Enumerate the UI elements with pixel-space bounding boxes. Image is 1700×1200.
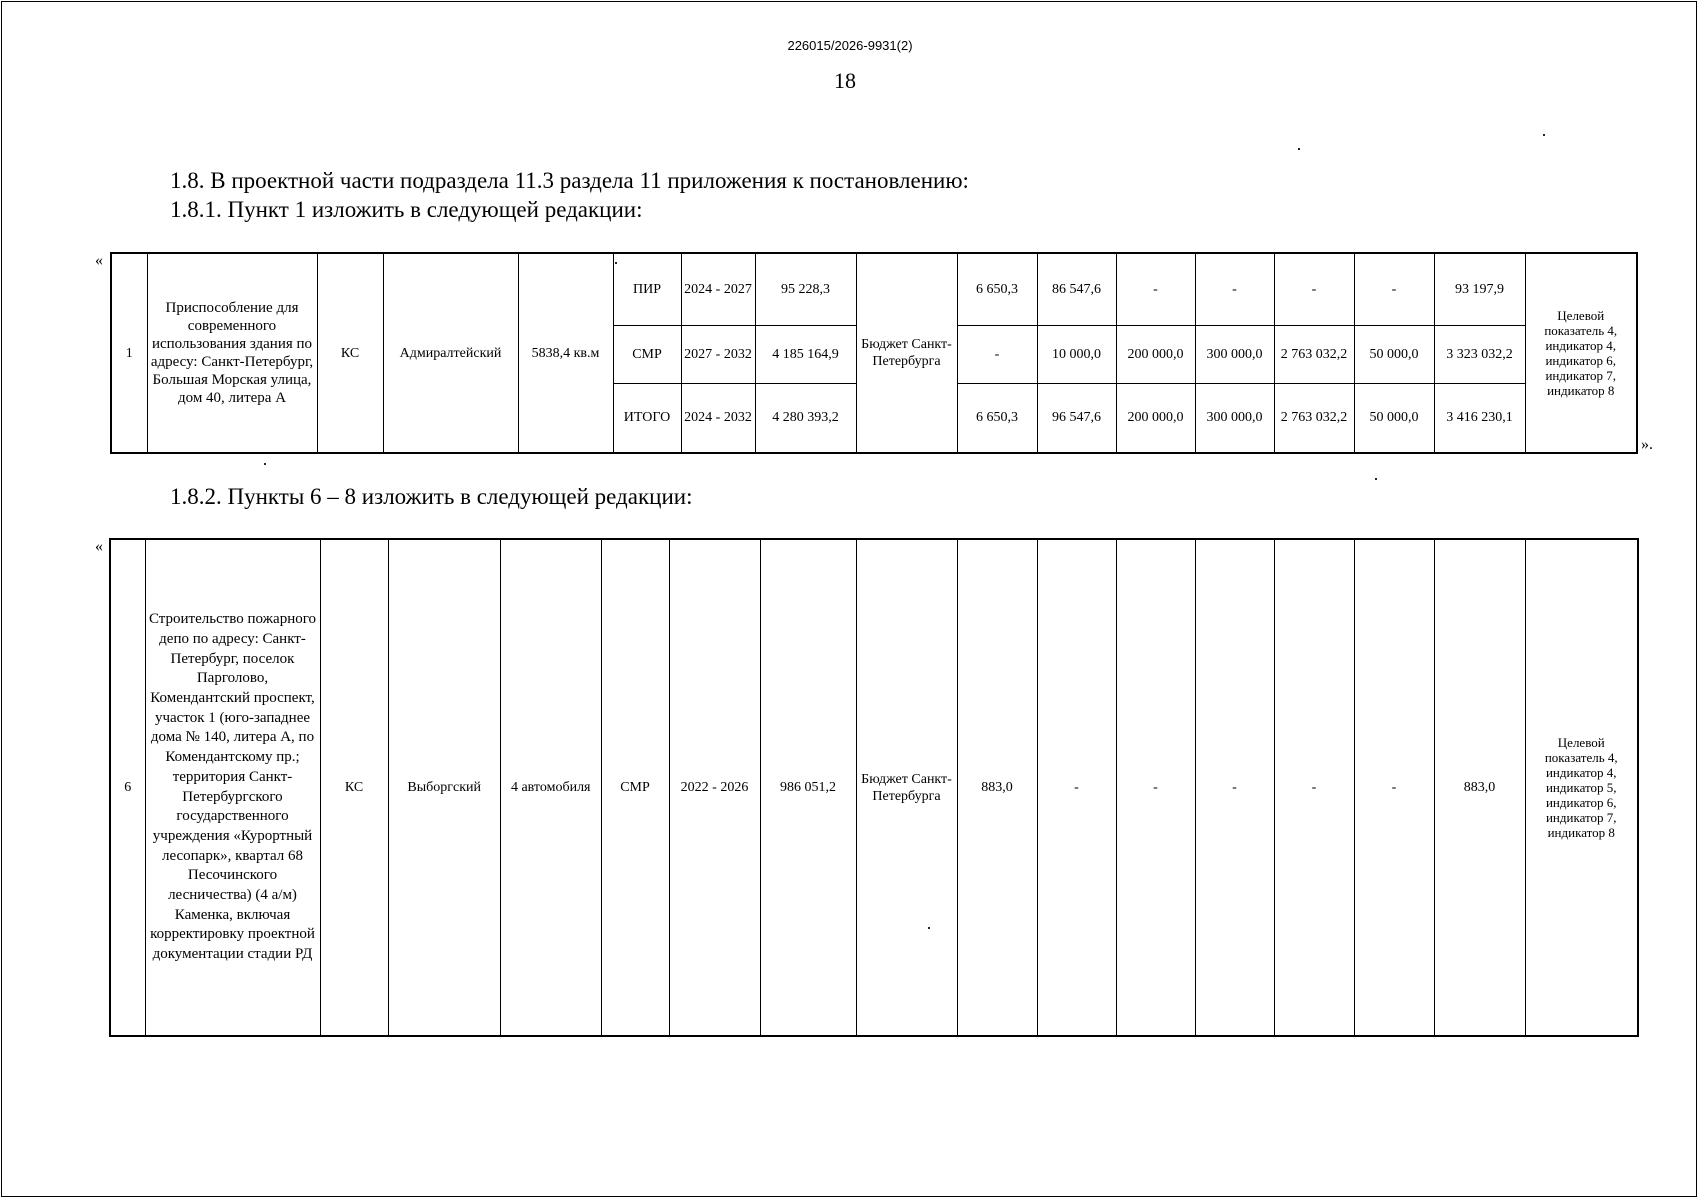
- subsection-heading-1: 1.8.1. Пункт 1 изложить в следующей редакции:: [170, 197, 643, 222]
- value-cell: 200 000,0: [1116, 325, 1195, 383]
- scan-speck: [264, 463, 266, 465]
- value-cell: 6 650,3: [957, 383, 1037, 453]
- value-cell: 50 000,0: [1354, 325, 1434, 383]
- value-cell: -: [1354, 539, 1434, 1036]
- total-cost: 95 228,3: [755, 253, 856, 325]
- period: 2022 - 2026: [669, 539, 760, 1036]
- funding-source: Бюджет Санкт-Петербурга: [856, 253, 957, 453]
- scan-speck: [1543, 134, 1545, 136]
- value-cell-total: 93 197,9: [1434, 253, 1525, 325]
- target-indicators: Целевой показатель 4, индикатор 4, индикатор 5, индикатор 6, индикатор 7, индикатор 8: [1525, 539, 1638, 1036]
- stage: ИТОГО: [613, 383, 681, 453]
- district: Адмиралтейский: [383, 253, 518, 453]
- district: Выборгский: [407, 780, 482, 795]
- district-capacity-cell: [388, 539, 601, 1036]
- stage: СМР: [601, 539, 669, 1036]
- value-cell: -: [1116, 253, 1195, 325]
- scan-speck: [615, 262, 617, 264]
- value-cell: 96 547,6: [1037, 383, 1116, 453]
- table-item-1: [110, 252, 1638, 454]
- value-cell: -: [1195, 253, 1274, 325]
- table-item-6: [109, 538, 1639, 1037]
- value-cell: -: [1037, 539, 1116, 1036]
- funding-source: Бюджет Санкт-Петербурга: [856, 539, 957, 1036]
- capacity: 4 автомобиля: [510, 780, 591, 795]
- page-number: 18: [834, 68, 856, 93]
- value-cell: 883,0: [957, 539, 1037, 1036]
- district-capacity-split: [389, 540, 601, 1035]
- open-quote-1: «: [95, 252, 103, 269]
- table-row: [111, 253, 1637, 325]
- value-cell-total: 3 323 032,2: [1434, 325, 1525, 383]
- stage: СМР: [613, 325, 681, 383]
- value-cell: -: [1274, 253, 1354, 325]
- value-cell: 50 000,0: [1354, 383, 1434, 453]
- total-cost: 4 185 164,9: [755, 325, 856, 383]
- scan-speck: [1298, 148, 1300, 150]
- value-cell: 300 000,0: [1195, 325, 1274, 383]
- period: 2024 - 2032: [681, 383, 755, 453]
- value-cell: 10 000,0: [1037, 325, 1116, 383]
- value-cell: -: [1116, 539, 1195, 1036]
- section-heading: 1.8. В проектной части подраздела 11.3 раздела 11 приложения к постановлению:: [170, 168, 969, 193]
- value-cell: -: [1354, 253, 1434, 325]
- object-name: Приспособление для современного использования здания по адресу: Санкт-Петербург, Большая Морская улица, дом 40, литера А: [147, 253, 317, 453]
- capacity: 5838,4 кв.м: [518, 253, 613, 453]
- subsection-heading-2: 1.8.2. Пункты 6 – 8 изложить в следующей редакции:: [170, 484, 693, 509]
- open-quote-2: «: [95, 538, 103, 555]
- value-cell: -: [1195, 539, 1274, 1036]
- total-cost: 986 051,2: [760, 539, 856, 1036]
- scan-speck: [928, 927, 930, 929]
- value-cell-total: 3 416 230,1: [1434, 383, 1525, 453]
- value-cell: 6 650,3: [957, 253, 1037, 325]
- item-number: 1: [111, 253, 147, 453]
- item-number: 6: [110, 539, 145, 1036]
- value-cell-total: 883,0: [1434, 539, 1525, 1036]
- value-cell: -: [957, 325, 1037, 383]
- scan-speck: [1375, 478, 1377, 480]
- table-row: [110, 539, 1638, 1036]
- period: 2024 - 2027: [681, 253, 755, 325]
- value-cell: -: [1274, 539, 1354, 1036]
- total-cost: 4 280 393,2: [755, 383, 856, 453]
- object-type: КС: [317, 253, 383, 453]
- value-cell: 2 763 032,2: [1274, 325, 1354, 383]
- stage: ПИР: [613, 253, 681, 325]
- target-indicators: Целевой показатель 4, индикатор 4, индикатор 6, индикатор 7, индикатор 8: [1525, 253, 1637, 453]
- value-cell: 86 547,6: [1037, 253, 1116, 325]
- document-number: 226015/2026-9931(2): [787, 38, 913, 53]
- value-cell: 300 000,0: [1195, 383, 1274, 453]
- close-quote-1: ».: [1641, 436, 1653, 453]
- value-cell: 2 763 032,2: [1274, 383, 1354, 453]
- period: 2027 - 2032: [681, 325, 755, 383]
- object-name: Строительство пожарного депо по адресу: Санкт-Петербург, поселок Парголово, Комендантский проспект, участок 1 (юго-западнее дома № 140, литера А, по Комендантскому пр.; территория Санкт-Петербургского государственного учреждения «Курортный лесопарк», квартал 68 Песочинского лесничества) (4 а/м) Каменка, включая корректировку проектной документации стадии РД: [145, 539, 320, 1036]
- value-cell: 200 000,0: [1116, 383, 1195, 453]
- object-type: КС: [320, 539, 388, 1036]
